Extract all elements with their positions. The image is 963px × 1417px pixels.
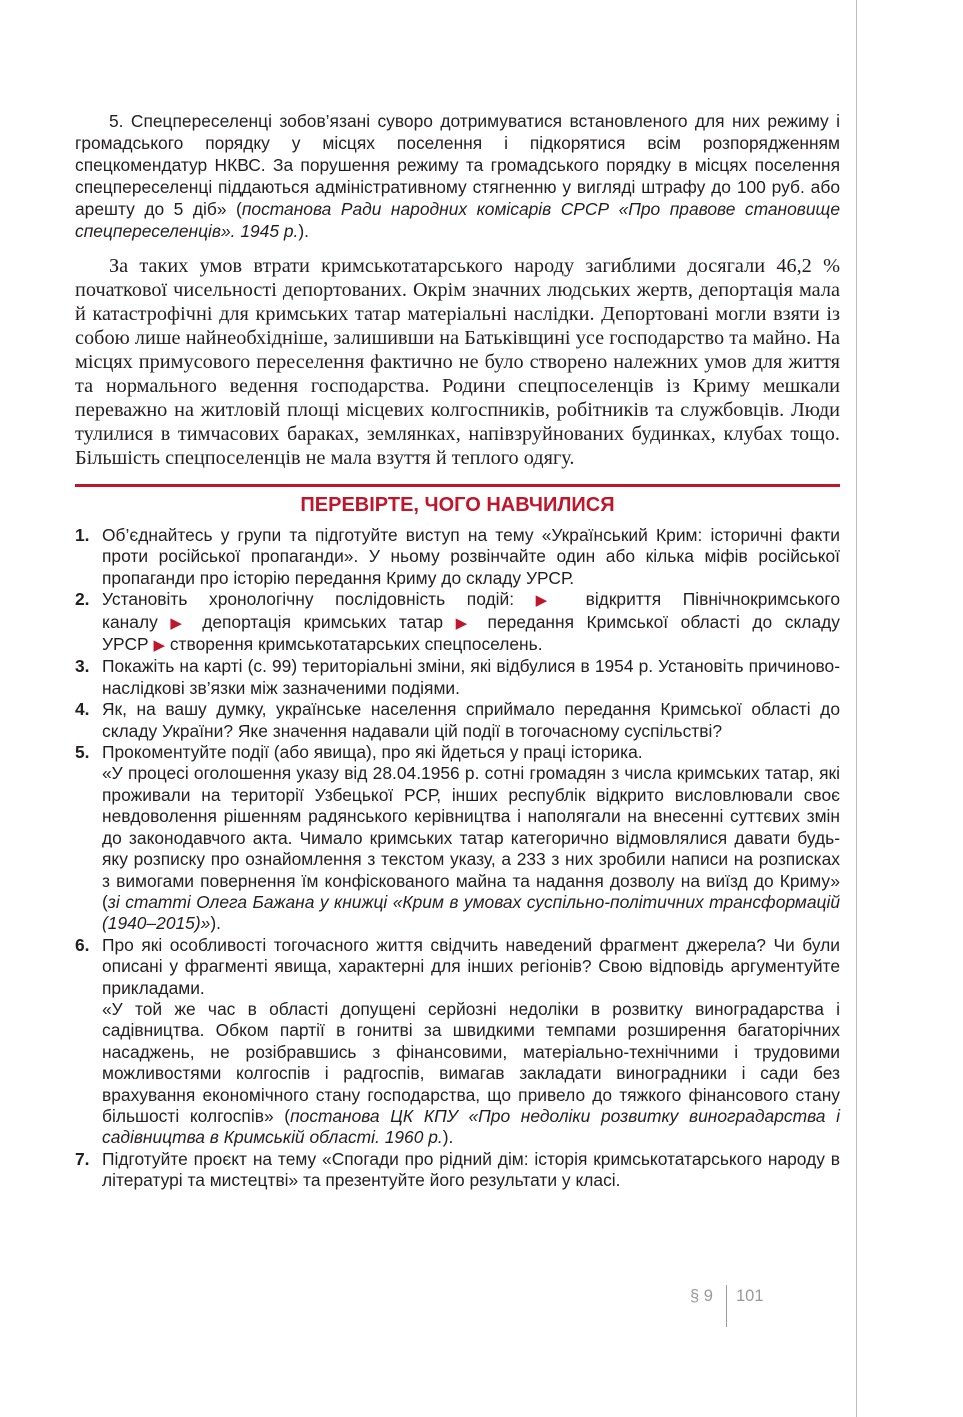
question-quote <box>102 763 840 934</box>
arrow-icon: ▶ <box>535 592 564 610</box>
question-quote <box>102 999 840 1149</box>
question-text: Як, на вашу думку, українське населення сприймало передання Кримської області до складу України? Яке значення надавали цій події в тогочасному суспільстві? <box>102 699 840 741</box>
question-text: Об’єднайтесь у групи та підготуйте виступ на тему «Український Крим: історичні факти проти російської пропаганди». У ньому розвінчайте один або кілька міфів російської пропаганди про історію передання Криму до складу УРСР. <box>102 525 840 588</box>
page-content <box>75 110 840 1192</box>
page-edge-line <box>856 0 857 1417</box>
page-number: 101 <box>736 1287 764 1305</box>
question-number: 1. <box>75 525 90 545</box>
quote-text: 5. Спецпереселенці зобов’язані суворо дотримуватися встановленого для них режиму і громадського порядку у місцях поселення і підкорятися всім розпорядженням спецкомендатур НКВС. За порушення режиму та громадського порядку в місцях поселення спецпереселенці піддаються адміністративному стягненню у вигляді штрафу до 100 руб. або арешту до 5 діб» ( <box>75 111 840 219</box>
section-number: § 9 <box>690 1287 713 1305</box>
question-text: Прокоментуйте події (або явища), про які йдеться у праці історика. <box>102 742 643 763</box>
event-item: створення кримськотатарських спецпоселень. <box>169 634 543 655</box>
question-number: 2. <box>75 589 90 610</box>
question-number: 7. <box>75 1148 90 1169</box>
quote-text: «У процесі оголошення указу від 28.04.1956 р. сотні громадян з числа кримських татар, які проживали на території Узбецької РСР, інших республік відкрито висловлювали своє невдоволення рішенням радянського керівництва і наполягали на внесенні суттєвих змін до законодавчого акта. Чимало кримських татар категорично відмовлялися давати будь-яку розписку про ознайомлення з текстом указу, а 233 з них зробили написи на розписках з вимогами повернення їм конфіскованого майна та надання дозволу на виїзд до Криму» ( <box>102 763 840 912</box>
body-paragraph: За таких умов втрати кримськотатарського народу загиблими досягали 46,2 % початкової чисельності депортованих. Окрім значних людських жертв, депортація мала й катастрофічні для кримських татар матеріальні наслідки. Депортовані могли взяти із собою лише найнеобхідніше, залишивши на Батьківщині усе господарство та майно. На місцях примусового переселення фактично не було створено належних умов для життя та нормального ведення господарства. Родини спецпоселенців із Криму мешкали переважно на житловій площі місцевих колгоспників, робітників та службовців. Люди тулилися в тимчасових бараках, землянках, напівзруйнованих будинках, клубах тощо. Більшість спецпоселенців не мала взуття й теплого одягу. <box>75 255 840 469</box>
footer-divider <box>726 1285 727 1327</box>
question-number: 3. <box>75 656 90 677</box>
question-number: 5. <box>75 742 90 763</box>
quote-end: ). <box>442 1127 454 1148</box>
quote-source: зі статті Олега Бажана у книжці «Крим в умовах суспільно-політичних трансформацій (1940–2015)» <box>102 891 840 934</box>
arrow-icon: ▶ <box>153 637 166 655</box>
question-text: Про які особливості тогочасного життя свідчить наведений фрагмент джерела? Чи були описані у фрагменті явища, характерні для інших регіонів? Свою відповідь аргументуйте прикладами. <box>102 934 840 998</box>
question-2 <box>75 589 840 656</box>
question-text <box>102 589 840 656</box>
section-divider <box>75 484 840 487</box>
quote-source: постанова Ради народних комісарів СРСР «Про правове становище спецпереселенців». 1945 р. <box>75 199 841 241</box>
question-text: Підготуйте проєкт на тему «Спогади про рідний дім: історія кримськотатарського народу в літературі та мистецтві» та презентуйте його результати у класі. <box>102 1148 840 1191</box>
question-text: Покажіть на карті (с. 99) територіальні зміни, які відбулися в 1954 р. Установіть причиново-наслідкові зв’язки між зазначеними подіями. <box>102 656 840 698</box>
quote-end: ). <box>210 913 221 934</box>
question-6 <box>75 935 840 1149</box>
quote-text: «У той же час в області допущені серйозні недоліки в розвитку виноградарства і садівництва. Обком партії в гонитві за швидкими темпами розширення багаторічних насаджень, не розібравшись з фінансовими, матеріально-технічними і трудовими можливостями колгоспів і радгоспів, вимагав закладати виноградники і сади без врахування економічного стану господарства, що привело до тяжкого фінансового стану більшості колгоспів» ( <box>102 998 840 1126</box>
arrow-icon: ▶ <box>455 614 475 632</box>
question-3 <box>75 656 840 699</box>
question-number: 4. <box>75 699 90 720</box>
question-5 <box>75 742 840 935</box>
question-7 <box>75 1149 840 1192</box>
question-number: 6. <box>75 934 90 955</box>
questions-list <box>75 525 840 1192</box>
event-item: депортація кримських татар <box>202 611 444 632</box>
event-item: відкриття Північнокримського каналу <box>102 589 840 632</box>
section-title: ПЕРЕВІРТЕ, ЧОГО НАВЧИЛИСЯ <box>300 494 615 516</box>
question-1 <box>75 525 840 589</box>
question-intro: Установіть хронологічну послідовність подій: <box>102 589 515 610</box>
quote-end: ). <box>298 221 309 241</box>
arrow-icon: ▶ <box>170 614 190 632</box>
event-item: передання Кримської області до складу УРСР <box>102 611 840 655</box>
quote-source: постанова ЦК КПУ «Про недоліки розвитку виноградарства і садівництва в Кримській області. 1960 р. <box>102 1105 840 1148</box>
source-quote <box>75 110 840 242</box>
question-4 <box>75 699 840 742</box>
